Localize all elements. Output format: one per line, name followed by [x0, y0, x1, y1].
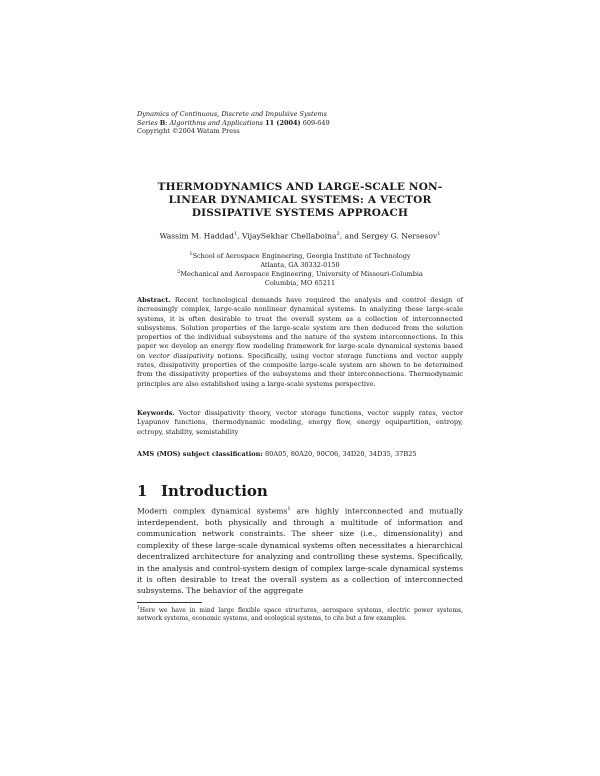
keywords-label: Keywords. [137, 409, 175, 417]
section-heading-introduction: 1 Introduction [137, 482, 268, 500]
copyright: Copyright ©2004 Watam Press [137, 127, 240, 136]
journal-name: Dynamics of Continuous, Discrete and Impulsive Systems [137, 110, 327, 118]
footnote-ref: 1 [287, 506, 291, 512]
author-list: Wassim M. Haddad$^1$, VijaySekhar Chellaboina$^2$, and Sergey G. Nersesov$^1$ [159, 231, 441, 241]
journal-header [137, 110, 330, 136]
keywords: Keywords. Vector dissipativity theory, vector storage functions, vector supply rates, vector Lyapunov functions, thermodynamic modeling, energy flow, energy equipartition, entropy, ectropy, stability, semistability [137, 409, 463, 436]
abstract: Abstract. Recent technological demands have required the analysis and control design of increasingly complex, large-scale nonlinear dynamical systems. In analyzing these large-scale systems, it is often desirable to treat the overall system as a collection of interconnected subsystems. Solution properties of the large-scale system are then deduced from the solution properties of the individual subsystems and the nature of the system interconnections. In this paper we develop an energy flow modeling framework for large-scale dynamical systems based on vector dissipativity notions. Specifically, using vector storage functions and vector supply rates, dissipativity properties of the composite large-scale system are shown to be determined from the dissipativity properties of the subsystems and their interconnections. Thermodynamic principles are also established using a large-scale systems perspective. [137, 296, 463, 388]
ams-label: AMS (MOS) subject classification: [137, 450, 263, 458]
abstract-label: Abstract. [137, 296, 171, 304]
author-chellaboina: VijaySekhar Chellaboina [241, 231, 337, 241]
affiliation-2: $^2$Mechanical and Aerospace Engineering, University of Missouri-Columbia Columbia, MO 65211 [177, 269, 423, 288]
introduction-paragraph: Modern complex dynamical systems$^1$ are highly interconnected and mutually interdependent, both physically and through a multitude of information and communication network constraints. The sheer size (i.e., dimensionality) and complexity of these large-scale dynamical systems often necessitates a hierarchical decentralized architecture for analyzing and controlling these systems. Specifically, in the analysis and control-system design of complex large-scale dynamical systems it is often desirable to treat the overall system as a collection of interconnected subsystems. The behavior of the aggregate [137, 506, 463, 596]
author-haddad: Wassim M. Haddad [159, 231, 234, 241]
author-nersesov: Sergey G. Nersesov [361, 231, 438, 241]
footnote-divider [137, 602, 202, 603]
journal-series: Series B: Algorithms and Applications 11 (2004) 609-649 [137, 118, 330, 127]
paper-title: THERMODYNAMICS AND LARGE-SCALE NON- LINEAR DYNAMICAL SYSTEMS: A VECTOR DISSIPATIVE SYSTEMS APPROACH [157, 181, 443, 219]
ams-classification: AMS (MOS) subject classification: 80A05, 80A20, 90C06, 34D20, 34D35, 37B25 [137, 450, 417, 458]
affiliation-1: $^1$School of Aerospace Engineering, Georgia Institute of Technology Atlanta, GA 30332-0150 [189, 251, 411, 270]
footnote: $^1$Here we have in mind large flexible space structures, aerospace systems, electric power systems, network systems, economic systems, and ecological systems, to cite but a few examples. [137, 606, 463, 623]
